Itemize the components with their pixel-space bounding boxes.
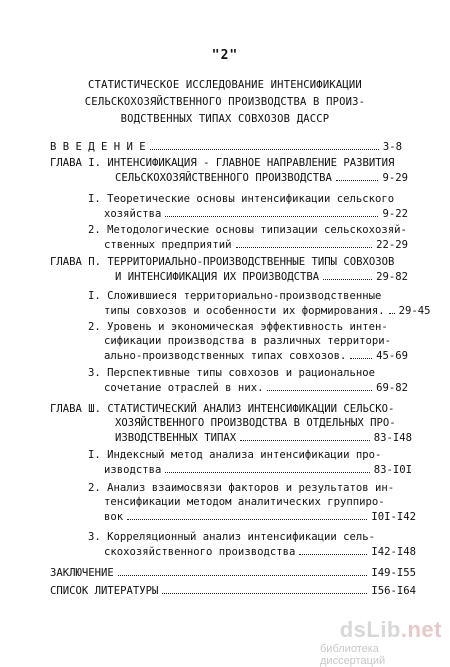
leader-dots — [236, 238, 373, 248]
toc-s21 — [104, 304, 431, 318]
toc-s21-line1: I. Сложившиеся территориально-производственные — [88, 290, 382, 302]
toc-s11 — [104, 207, 408, 221]
toc-s32-page: I0I-I42 — [371, 511, 416, 523]
toc-intro — [50, 140, 402, 154]
toc-s21-page: 29-45 — [398, 305, 431, 317]
toc-s11-line2: хозяйства — [104, 208, 162, 220]
toc-s22-page: 45-69 — [376, 350, 408, 362]
toc-s11-page: 9-22 — [382, 208, 408, 220]
toc-s31 — [104, 463, 412, 477]
leader-dots — [350, 349, 372, 359]
toc-intro-page: 3-8 — [382, 141, 402, 153]
toc-s31-line2: изводства — [104, 464, 162, 476]
leader-dots — [127, 510, 367, 520]
toc-s21-line2: типы совхозов и особенности их формирования. — [104, 305, 385, 317]
toc-s23 — [104, 381, 408, 395]
title-line-2: СЕЛЬСКОХОЗЯЙСТВЕННОГО ПРОИЗВОДСТВА В ПРОИЗ- — [84, 96, 366, 108]
toc-s23-page: 69-82 — [376, 382, 408, 394]
toc-s22 — [104, 349, 408, 363]
leader-dots — [118, 566, 368, 576]
toc-ch1 — [115, 171, 408, 185]
toc-s12 — [104, 238, 408, 252]
toc-conclusion-page: I49-I55 — [371, 567, 416, 579]
toc-s31-line1: I. Индексный метод анализа интенсификации про- — [88, 449, 382, 461]
toc-ch2-page: 29-82 — [376, 271, 408, 283]
toc-s33 — [104, 545, 416, 559]
leader-dots — [299, 545, 367, 555]
toc-s23-line2: сочетание отраслей в них. — [104, 382, 264, 394]
title-line-3: ВОДСТВЕННЫХ ТИПАХ СОВХОЗОВ ДАССР — [120, 113, 330, 125]
toc-s32 — [104, 510, 416, 524]
watermark — [320, 617, 442, 667]
toc-ch2-line2: И ИНТЕНСИФИКАЦИЯ ИХ ПРОИЗВОДСТВА — [115, 271, 320, 283]
toc-s32-line2: тенсификации методом аналитических группиро- — [104, 496, 385, 508]
toc-ch2-line1: ГЛАВА П. ТЕРРИТОРИАЛЬНО-ПРОИЗВОДСТВЕННЫЕ ТИПЫ СОВХОЗОВ — [50, 256, 395, 268]
toc-ch1-line2: СЕЛЬСКОХОЗЯЙСТВЕННОГО ПРОИЗВОДСТВА — [115, 172, 332, 184]
leader-dots — [162, 584, 367, 594]
watermark-subtitle: библиотека диссертаций — [320, 643, 386, 667]
watermark-brand-tld: .net — [400, 617, 442, 642]
toc-intro-text: В В Е Д Е Н И Е — [50, 141, 146, 153]
toc-s33-line1: 3. Корреляционный анализ интенсификации сель- — [88, 531, 376, 543]
toc-ch1-line1: ГЛАВА I. ИНТЕНСИФИКАЦИЯ - ГЛАВНОЕ НАПРАВЛЕНИЕ РАЗВИТИЯ — [50, 157, 395, 169]
toc-references-text: СПИСОК ЛИТЕРАТУРЫ — [50, 585, 159, 597]
page-number: "2" — [211, 48, 239, 63]
toc-ch3-line2: ХОЗЯЙСТВЕННОГО ПРОИЗВОДСТВА В ОТДЕЛЬНЫХ ПРО- — [115, 417, 396, 429]
leader-dots — [336, 171, 379, 181]
toc-ch2 — [115, 270, 408, 284]
toc-s23-line1: 3. Перспективные типы совхозов и рациональное — [88, 367, 376, 379]
toc-references — [50, 584, 416, 598]
toc-s22-line3: ально-производственных типах совхозов. — [104, 350, 347, 362]
toc-conclusion-text: ЗАКЛЮЧЕНИЕ — [50, 567, 114, 579]
toc-s12-line1: 2. Методологические основы типизации сельскохозяй- — [88, 224, 407, 236]
toc-conclusion — [50, 566, 416, 580]
leader-dots — [150, 140, 379, 150]
toc-s12-line2: ственных предприятий — [104, 239, 232, 251]
toc-references-page: I56-I64 — [371, 585, 416, 597]
toc-s31-page: 83-I0I — [373, 464, 412, 476]
leader-dots — [389, 304, 395, 314]
toc-ch3 — [115, 431, 412, 445]
leader-dots — [267, 381, 372, 391]
toc-ch3-line3: ИЗВОДСТВЕННЫХ ТИПАХ — [115, 432, 237, 444]
leader-dots — [323, 270, 372, 280]
toc-ch1-page: 9-29 — [382, 172, 408, 184]
toc-s32-line3: вок — [104, 511, 124, 523]
toc-s33-page: I42-I48 — [371, 546, 416, 558]
toc-s33-line2: скохозяйственного производства — [104, 546, 296, 558]
toc-ch3-page: 83-I48 — [373, 432, 412, 444]
toc-s11-line1: I. Теоретические основы интенсификации сельского — [88, 193, 395, 205]
leader-dots — [165, 207, 378, 217]
toc-s22-line1: 2. Уровень и экономическая эффективность интен- — [88, 321, 388, 333]
toc-s32-line1: 2. Анализ взаимосвязи факторов и результатов ин- — [88, 482, 395, 494]
toc-s22-line2: сификации производства в различных территори- — [104, 335, 392, 347]
toc-s12-page: 22-29 — [376, 239, 408, 251]
watermark-brand-main: dsLib — [339, 617, 401, 642]
title-line-1: СТАТИСТИЧЕСКОЕ ИССЛЕДОВАНИЕ ИНТЕНСИФИКАЦИИ — [88, 79, 362, 91]
leader-dots — [240, 431, 370, 441]
toc-ch3-line1: ГЛАВА Ш. СТАТИСТИЧЕСКИЙ АНАЛИЗ ИНТЕНСИФИКАЦИИ СЕЛЬСКО- — [50, 403, 395, 415]
leader-dots — [165, 463, 369, 473]
watermark-brand — [340, 617, 442, 643]
